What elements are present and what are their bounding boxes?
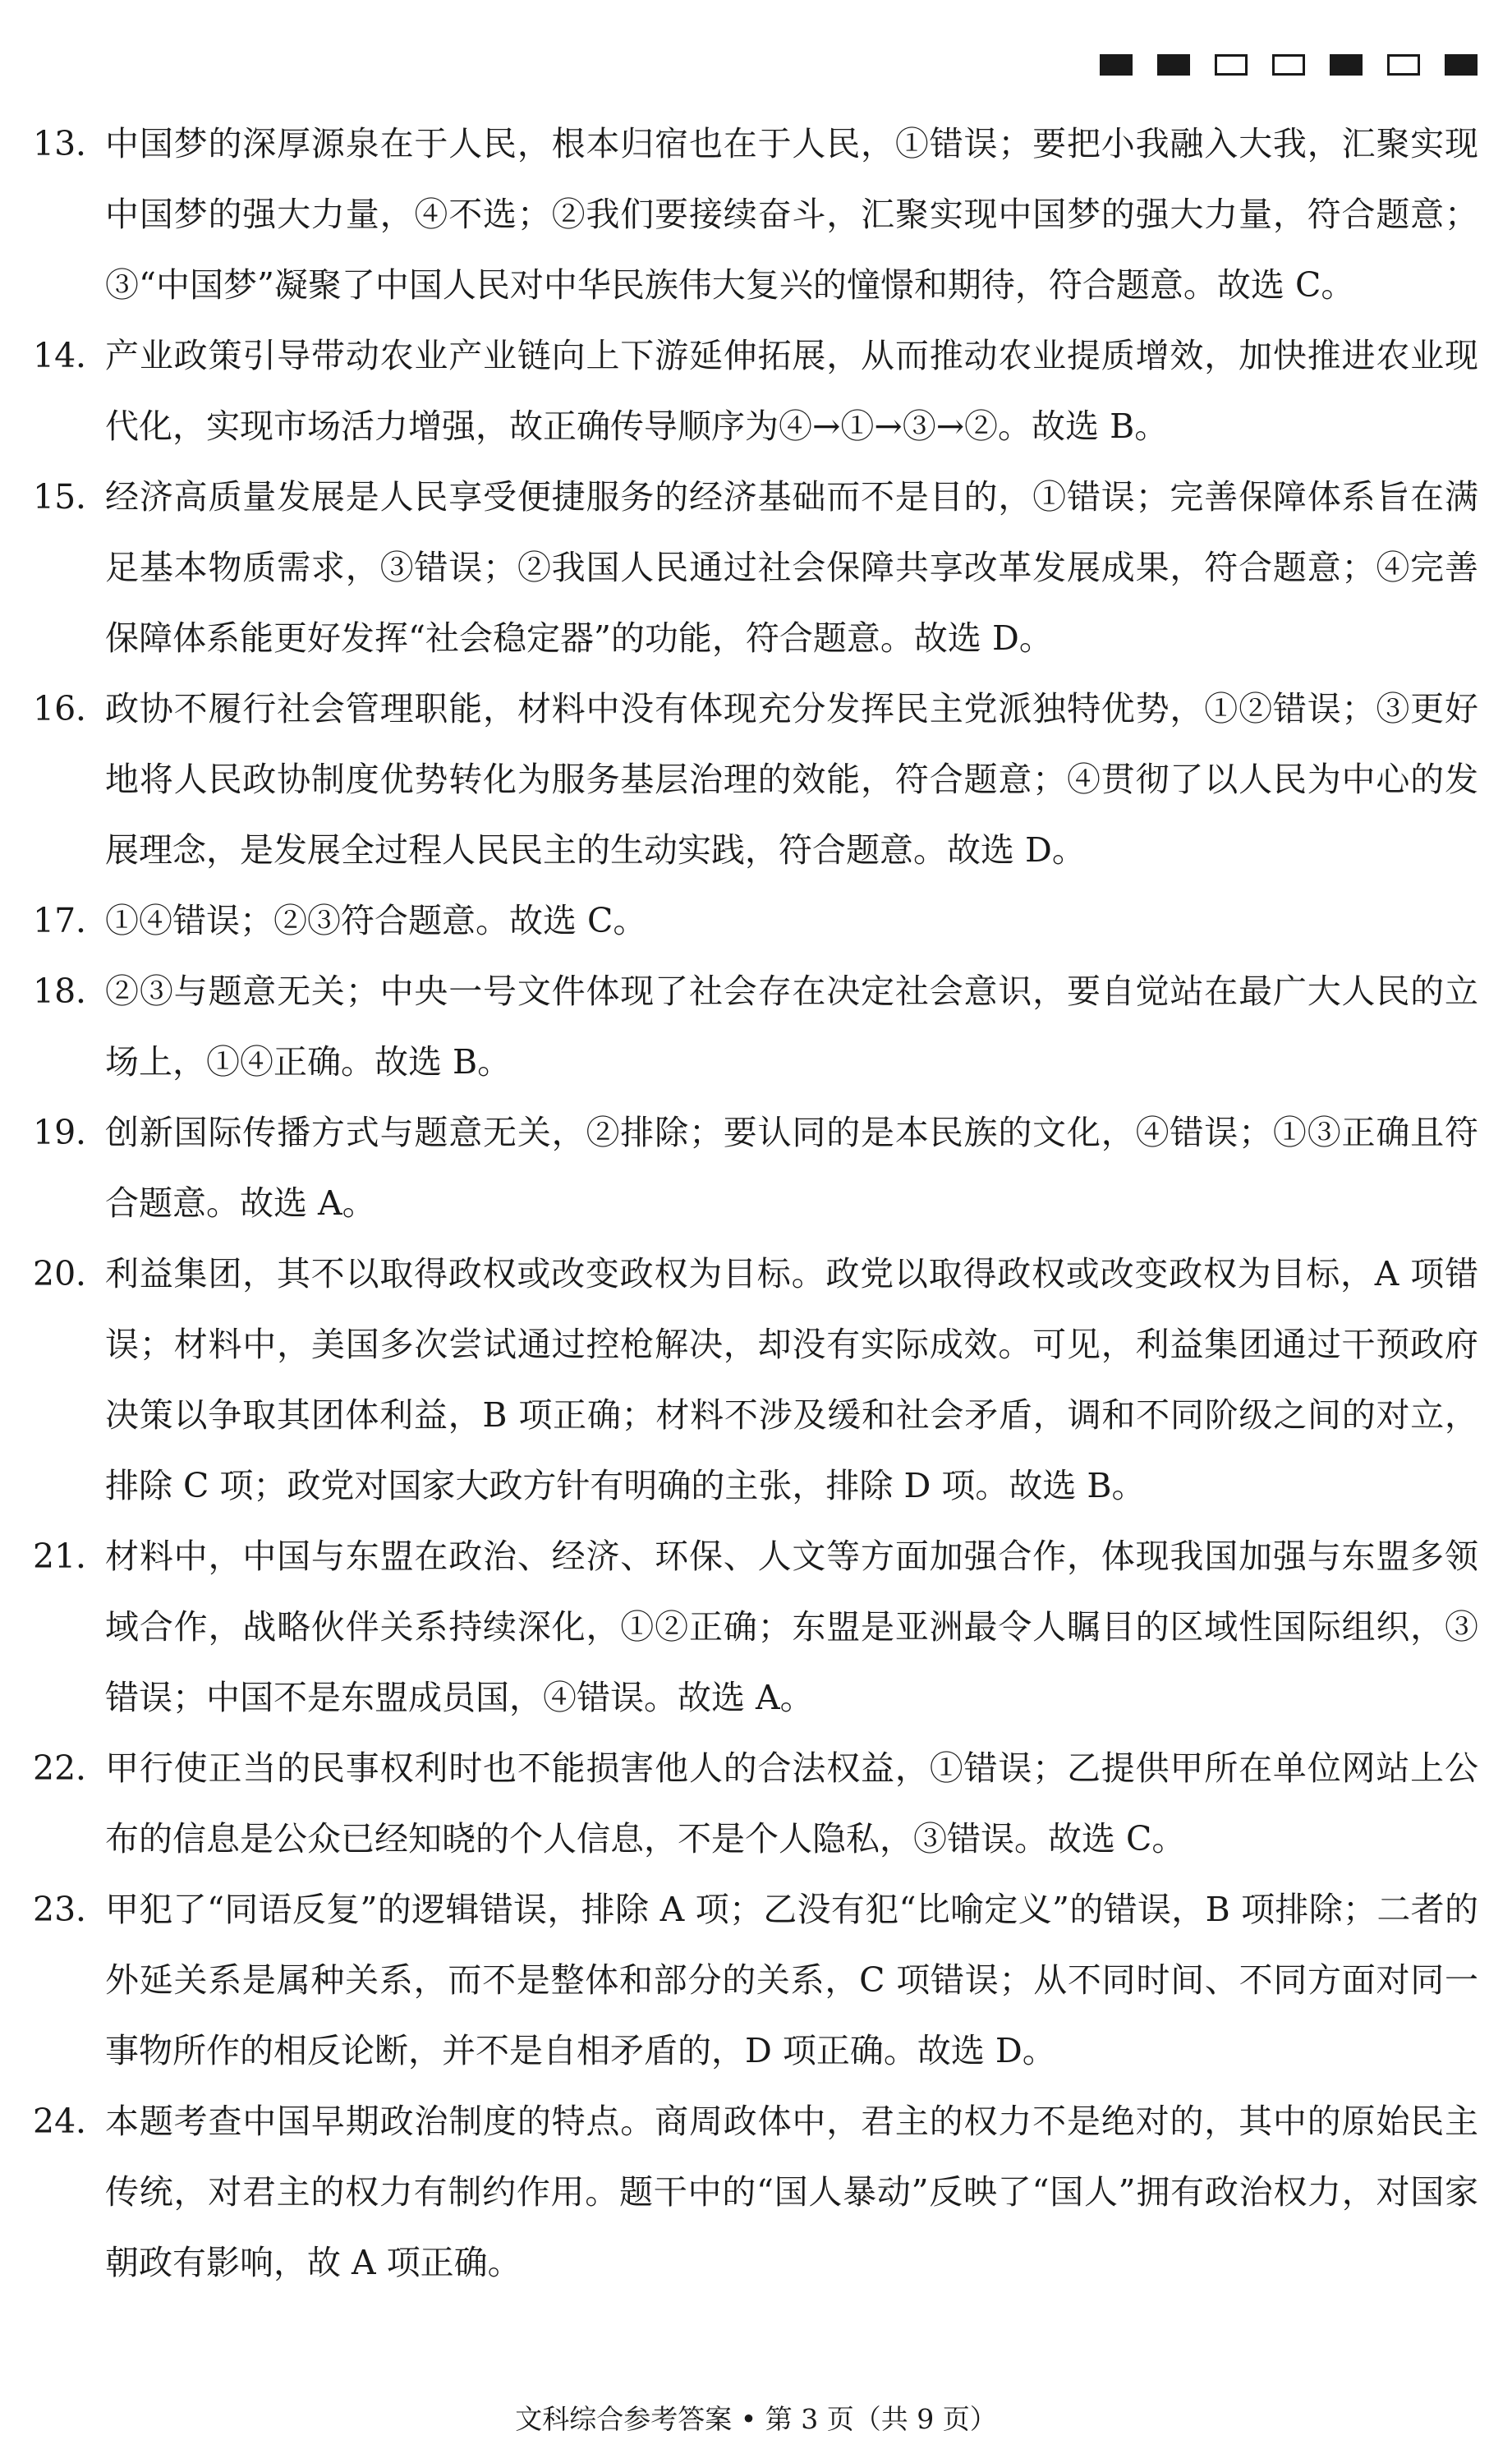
header-mark — [1272, 54, 1305, 76]
answer-item — [33, 2086, 1478, 2298]
answer-item — [33, 1238, 1478, 1521]
answer-item — [33, 1097, 1478, 1238]
answer-item — [33, 320, 1478, 462]
answer-number: 16． — [33, 689, 110, 728]
answer-number: 20． — [33, 1254, 110, 1293]
answer-number: 17． — [33, 901, 110, 940]
answer-number: 23． — [33, 1890, 110, 1929]
header-mark — [1330, 54, 1363, 76]
answer-item — [33, 1521, 1478, 1733]
answer-list — [33, 108, 1478, 2298]
answer-text: 产业政策引导带动农业产业链向上下游延伸拓展，从而推动农业提质增效，加快推进农业现代化，实现市场活力增强，故正确传导顺序为④→①→③→②。故选 B。 — [105, 336, 1478, 446]
answer-item — [33, 108, 1478, 320]
answer-number: 15． — [33, 477, 110, 517]
answer-text: 利益集团，其不以取得政权或改变政权为目标。政党以取得政权或改变政权为目标，A 项错误；材料中，美国多次尝试通过控枪解决，却没有实际成效。可见，利益集团通过干预政府决策以争取其团体利益，B 项正确；材料不涉及缓和社会矛盾，调和不同阶级之间的对立，排除 C 项；政党对国家大政方针有明确的主张，排除 D 项。故选 B。 — [105, 1254, 1478, 1505]
answer-item — [33, 885, 1478, 956]
answer-text: 政协不履行社会管理职能，材料中没有体现充分发挥民主党派独特优势，①②错误；③更好地将人民政协制度优势转化为服务基层治理的效能，符合题意；④贯彻了以人民为中心的发展理念，是发展全过程人民民主的生动实践，符合题意。故选 D。 — [105, 689, 1478, 870]
answer-number: 21． — [33, 1537, 110, 1576]
answer-text: ①④错误；②③符合题意。故选 C。 — [105, 901, 647, 940]
answer-number: 19． — [33, 1113, 110, 1152]
header-mark — [1157, 54, 1190, 76]
answer-number: 18． — [33, 972, 110, 1011]
answer-item — [33, 462, 1478, 673]
header-mark — [1387, 54, 1420, 76]
answer-number: 22． — [33, 1748, 110, 1788]
answer-text: 中国梦的深厚源泉在于人民，根本归宿也在于人民，①错误；要把小我融入大我，汇聚实现中国梦的强大力量，④不选；②我们要接续奋斗，汇聚实现中国梦的强大力量，符合题意；③“中国梦”凝聚了中国人民对中华民族伟大复兴的憧憬和期待，符合题意。故选 C。 — [105, 124, 1478, 305]
answer-item — [33, 1874, 1478, 2086]
header-mark — [1445, 54, 1478, 76]
answer-item — [33, 673, 1478, 885]
answer-text: 甲行使正当的民事权利时也不能损害他人的合法权益，①错误；乙提供甲所在单位网站上公布的信息是公众已经知晓的个人信息，不是个人隐私，③错误。故选 C。 — [105, 1748, 1478, 1858]
answer-text: 本题考查中国早期政治制度的特点。商周政体中，君主的权力不是绝对的，其中的原始民主传统，对君主的权力有制约作用。题干中的“国人暴动”反映了“国人”拥有政治权力，对国家朝政有影响，故 A 项正确。 — [105, 2102, 1478, 2282]
page-footer: 文科综合参考答案 • 第 3 页（共 9 页） — [515, 2403, 997, 2435]
answer-item — [33, 1733, 1478, 1874]
header-mark — [1215, 54, 1248, 76]
answer-text: 经济高质量发展是人民享受便捷服务的经济基础而不是目的，①错误；完善保障体系旨在满足基本物质需求，③错误；②我国人民通过社会保障共享改革发展成果，符合题意；④完善保障体系能更好发挥“社会稳定器”的功能，符合题意。故选 D。 — [105, 477, 1478, 658]
answer-item — [33, 956, 1478, 1097]
answer-text: 材料中，中国与东盟在政治、经济、环保、人文等方面加强合作，体现我国加强与东盟多领域合作，战略伙伴关系持续深化，①②正确；东盟是亚洲最令人瞩目的区域性国际组织，③错误；中国不是东盟成员国，④错误。故选 A。 — [105, 1537, 1478, 1717]
header-marks — [1100, 54, 1478, 76]
answer-number: 13． — [33, 124, 110, 163]
answer-number: 14． — [33, 336, 110, 375]
answer-number: 24． — [33, 2102, 110, 2141]
answer-text: 甲犯了“同语反复”的逻辑错误，排除 A 项；乙没有犯“比喻定义”的错误，B 项排除；二者的外延关系是属种关系，而不是整体和部分的关系，C 项错误；从不同时间、不同方面对同一事物所作的相反论断，并不是自相矛盾的，D 项正确。故选 D。 — [105, 1890, 1478, 2070]
answer-text: 创新国际传播方式与题意无关，②排除；要认同的是本民族的文化，④错误；①③正确且符合题意。故选 A。 — [105, 1113, 1478, 1223]
header-mark — [1100, 54, 1133, 76]
answer-text: ②③与题意无关；中央一号文件体现了社会存在决定社会意识，要自觉站在最广大人民的立场上，①④正确。故选 B。 — [105, 972, 1478, 1082]
